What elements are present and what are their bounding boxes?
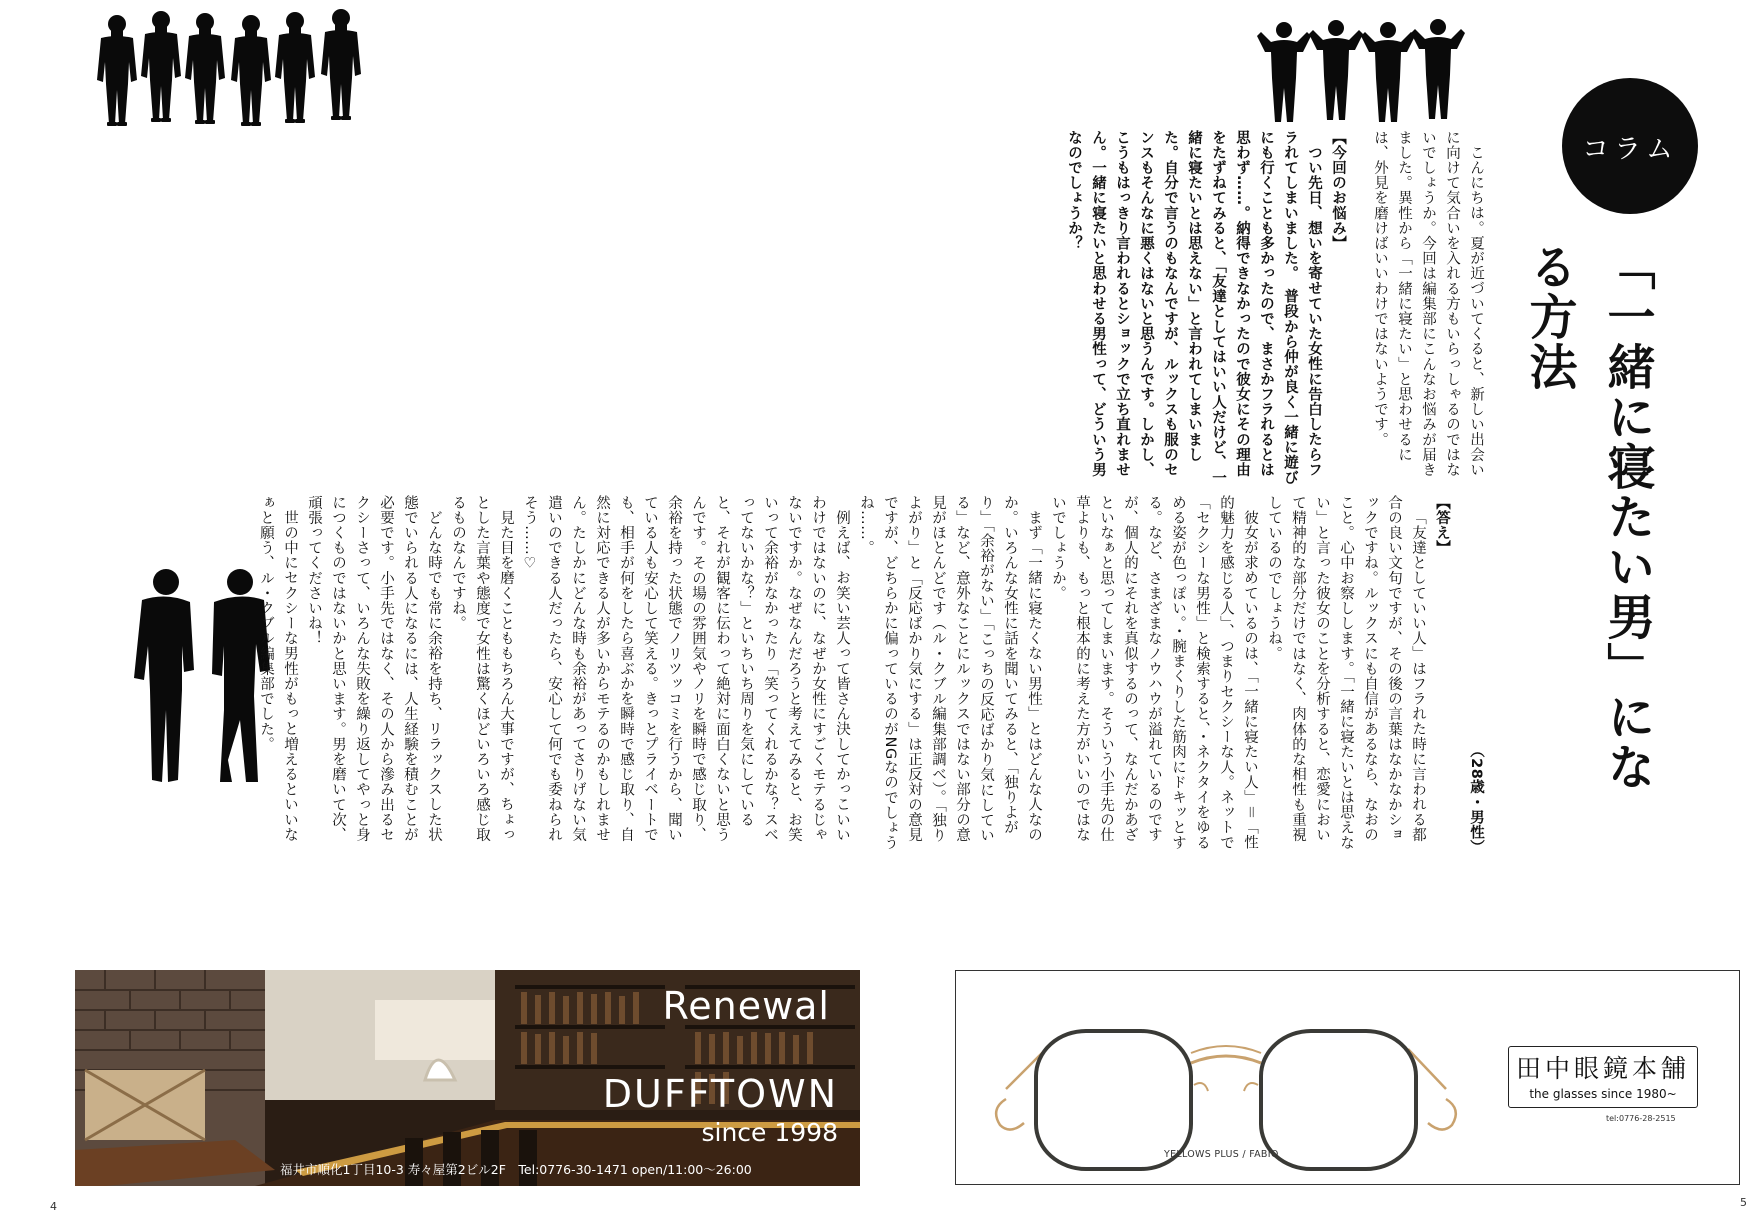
answer-paragraph: 「友達としていい人」はフラれた時に言われる都合の良い文句ですが、その後の言葉はなかなかショックですね。ルックスにも自信があるなら、なおのこと。心中お察しします。「一緒に寝たいとは思えない」と言った彼女のことを分析すると、恋愛において精神的な部分だけではなく、肉体的な相性も重視しているのでしょうね。 (1266, 495, 1426, 851)
dufftown-ad (75, 970, 860, 1186)
answer-paragraph: 世の中にセクシーな男性がもっと増えるといいなぁと願う、ル・クブル編集部でした。 (258, 495, 298, 842)
answer-paragraph: 彼女が求めているのは、「一緒に寝たい人」＝「性的魅力を感じる人」、つまりセクシーな人。ネットで「セクシーな男性」と検索すると、・ネクタイをゆるめる姿が色っぽい。・腕まくりした筋肉にドキッとする。など、さまざまなノウハウが溢れているのですが、個人的にそれを真似するのって、なんだかあざといなぁと思ってしまいます。そういう小手先の仕草よりも、もっと根本的に考えた方がいいのではないでしょうか。 (1050, 495, 1258, 851)
ad-bar-since: since 1998 (701, 1118, 838, 1147)
worry-heading: 【今回のお悩み】 (1330, 130, 1346, 251)
glasses-shop-tagline: the glasses since 1980~ (1529, 1087, 1677, 1101)
glasses-shop-logo (1508, 1046, 1698, 1108)
glasses-shop-tel: tel:0776-28-2515 (1606, 1114, 1676, 1123)
worry-signature: （28歳・男性） (1468, 743, 1484, 855)
column-badge (1562, 78, 1698, 214)
glasses-shop-name: 田中眼鏡本舗 (1515, 1054, 1690, 1083)
worry-body: つい先日、想いを寄せていた女性に告白したらフラれてしまいました。 普段から仲が良く一緒に遊びにも行くことも多かったので、まさかフラれるとは思わず……。納得できなかったので彼女にその理由をたずねてみると、「友達としてはいい人だけど、一緒に寝たいとは思えない」と言われてしまいました。自分で言うのもなんですが、ルックスも服のセンスもそんなに悪くはないと思うんです。しかし、こうもはっきり言われるとショックで立ち直れません。一緒に寝たいと思わせる男性って、どういう男なのでしょうか？ (1066, 130, 1322, 486)
ad-bar-info: 福井市順化1丁目10-3 寿々屋第2ビル2F Tel:0776-30-1471 open/11:00～26:00 (280, 1162, 752, 1177)
answer-paragraph: どんな時でも常に余裕を持ち、リラックスした状態でいられる人になるには、人生経験を積むことが必要です。小手先ではなく、その人から滲み出るセクシーさって、いろんな失敗を繰り返してやっと身につくものではないかと思います。男を磨いて次、頑張ってくださいね！ (306, 495, 442, 843)
muscle-silhouettes-top-right (1255, 14, 1465, 124)
answer-paragraph: 例えば、お笑い芸人って皆さん決してかっこいいわけではないのに、なぜか女性にすごくモテるじゃないですか。なぜなんだろうと考えてみると、お笑いって余裕がなかったり「笑ってくれるかな？スベってないかな？」といちいち周りを気にしていると、それが観客に伝わって絶対に面白くないと思うんです。その場の雰囲気やノリを瞬時で感じ取り、余裕を持った状態でノリツッコミを行うから、聞いている人も安心して笑える。きっとプライベートでも、相手が何をしたら喜ぶかを瞬時で感じ取り、自然に対応できる人が多いからモテるのかもしれません。たしかにどんな時も余裕があってさりげない気遣いのできる人だったら、安心して何でも委ねられそう……♡ (522, 495, 850, 843)
answer-paragraph: 見た目を磨くことももちろん大事ですが、ちょっとした言葉や態度で女性は驚くほどいろいろ感じ取るものなんですね。 (450, 495, 514, 843)
ad-bar-name: DUFFTOWN (602, 1072, 838, 1116)
ad-renewal-text: Renewal (662, 984, 830, 1028)
article-lower-block (108, 495, 1488, 855)
page-number-left: 4 (50, 1200, 57, 1213)
column-badge-label: コラム (1582, 133, 1678, 165)
page-title: 「一緒に寝たい男」になる方法 (1521, 242, 1655, 792)
glasses-caption: YELLOWS PLUS / FABIO (1164, 1149, 1279, 1160)
article-upper-block (108, 130, 1488, 490)
page-number-right: 5 (1740, 1196, 1747, 1209)
answer-paragraph: まず「一緒に寝たくない男性」とはどんな人なのか。いろんな女性に話を聞いてみると、「独りよがり」「余裕がない」「こっちの反応ばかり気にしている」など、意外なことにルックスではない部分の意見がほとんどです（ル・クブル編集部調べ）。「独りよがり」と「反応ばかり気にする」は正反対の意見ですが、どちらかに偏っているのがNGなのでしょうね……。 (858, 495, 1042, 851)
men-silhouettes-top-left (95, 8, 375, 130)
answer-heading: 【答え】 (1434, 495, 1450, 556)
glasses-ad (955, 970, 1740, 1185)
intro-paragraph: こんにちは。夏が近づいてくると、新しい出会いに向けて気合いを入れる方もいらっしゃるのではないでしょうか。今回は編集部にこんなお悩みが届きました。異性から「一緒に寝たい」と思わせるには、外見を磨けばいいわけではないようです。 (1372, 130, 1484, 478)
